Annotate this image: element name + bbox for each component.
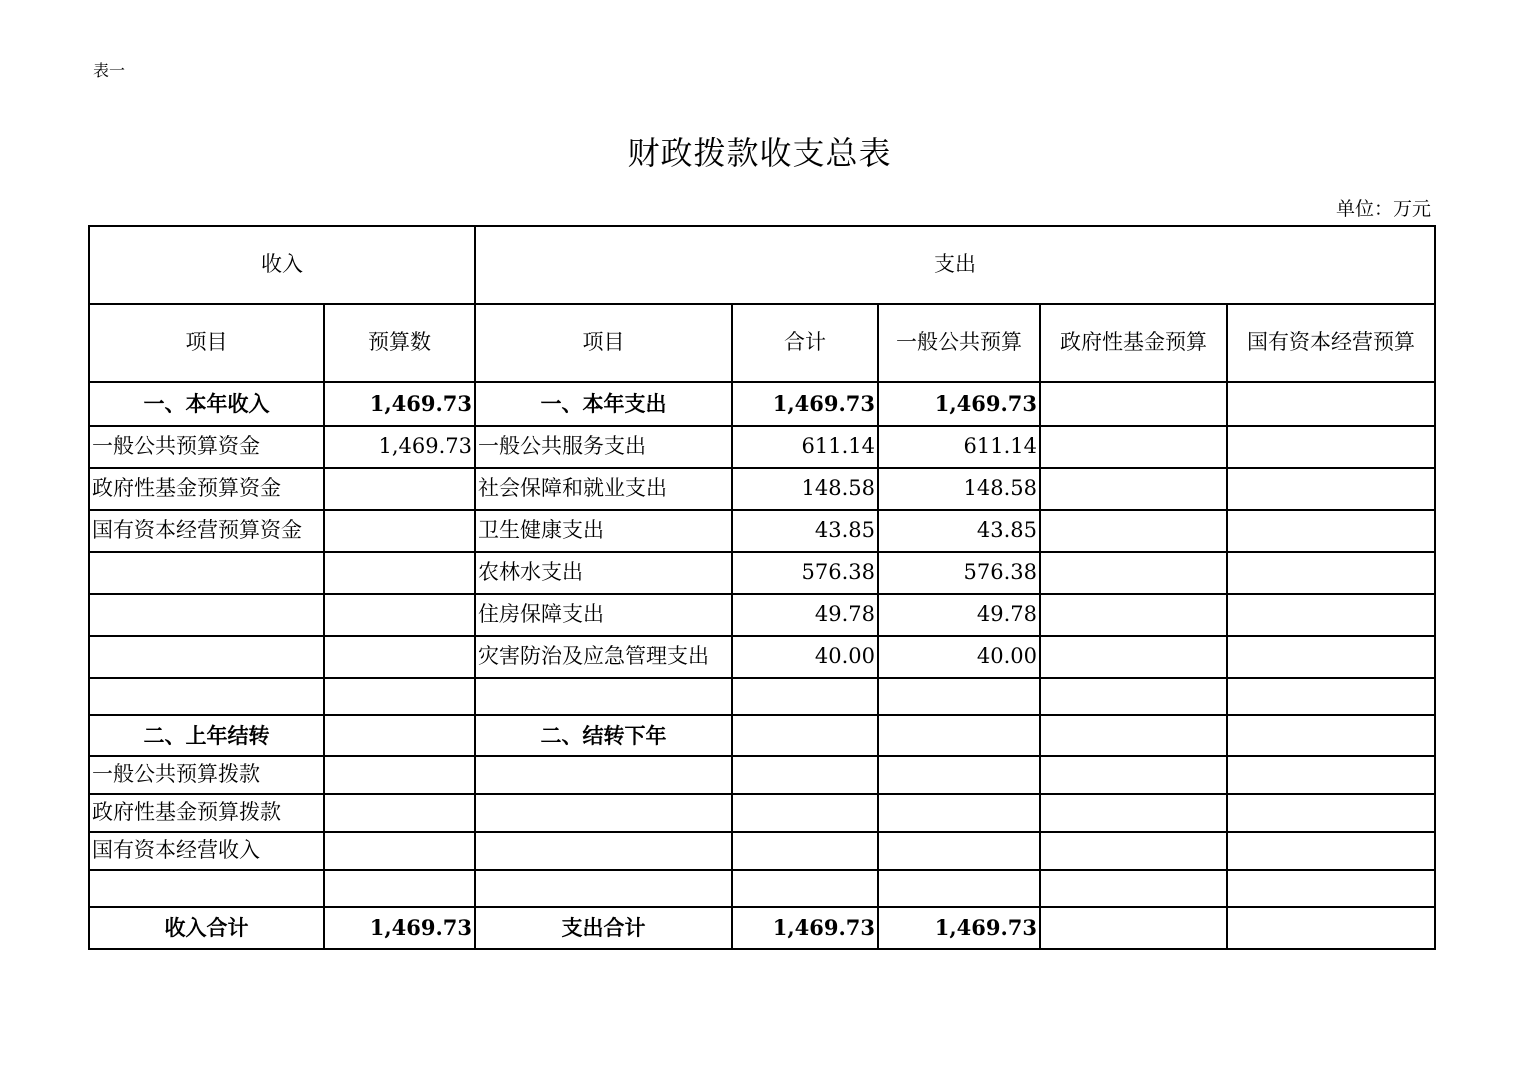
- gov-fund-cell: [1040, 594, 1227, 636]
- general-budget-cell: [878, 756, 1040, 794]
- state-capital-cell: [1227, 715, 1435, 756]
- state-capital-cell: [1227, 832, 1435, 870]
- state-capital-cell: [1227, 468, 1435, 510]
- expense-item-cell: [475, 678, 732, 715]
- total-cell: [732, 678, 878, 715]
- total-cell: 148.58: [732, 468, 878, 510]
- total-cell: [732, 870, 878, 907]
- total-cell: 49.78: [732, 594, 878, 636]
- gov-fund-cell: [1040, 510, 1227, 552]
- income-item-cell: 二、上年结转: [89, 715, 324, 756]
- income-value-cell: [324, 870, 475, 907]
- expense-item-cell: 农林水支出: [475, 552, 732, 594]
- expense-item-cell: 住房保障支出: [475, 594, 732, 636]
- income-item-cell: 一、本年收入: [89, 382, 324, 426]
- general-budget-cell: [878, 870, 1040, 907]
- gov-fund-cell: [1040, 468, 1227, 510]
- gov-fund-cell: [1040, 832, 1227, 870]
- table-row: [89, 794, 1435, 832]
- table-row: [89, 756, 1435, 794]
- income-item-cell: [89, 594, 324, 636]
- expense-item-cell: 二、结转下年: [475, 715, 732, 756]
- gov-fund-cell: [1040, 794, 1227, 832]
- table-row: [89, 636, 1435, 678]
- income-item-cell: [89, 870, 324, 907]
- gov-fund-cell: [1040, 382, 1227, 426]
- unit-label: 单位：万元: [1335, 198, 1431, 220]
- income-item-cell: 政府性基金预算拨款: [89, 794, 324, 832]
- income-value-cell: 1,469.73: [324, 382, 475, 426]
- budget-table: [88, 225, 1436, 950]
- total-cell: [732, 794, 878, 832]
- expense-item-cell: 一般公共服务支出: [475, 426, 732, 468]
- state-capital-cell: [1227, 426, 1435, 468]
- expense-item-cell: 卫生健康支出: [475, 510, 732, 552]
- total-cell: 40.00: [732, 636, 878, 678]
- gov-fund-header: 政府性基金预算: [1040, 304, 1227, 382]
- income-value-cell: [324, 715, 475, 756]
- state-capital-cell: [1227, 756, 1435, 794]
- table-number: 表一: [93, 61, 126, 80]
- table-row: [89, 382, 1435, 426]
- table-row: [89, 870, 1435, 907]
- general-budget-cell: [878, 678, 1040, 715]
- general-budget-cell: [878, 794, 1040, 832]
- income-item-cell: 国有资本经营收入: [89, 832, 324, 870]
- income-value-cell: [324, 636, 475, 678]
- income-value-cell: [324, 468, 475, 510]
- general-budget-cell: 1,469.73: [878, 907, 1040, 949]
- expense-item-header: 项目: [475, 304, 732, 382]
- gov-fund-cell: [1040, 756, 1227, 794]
- total-cell: 611.14: [732, 426, 878, 468]
- income-value-cell: [324, 594, 475, 636]
- state-capital-header: 国有资本经营预算: [1227, 304, 1435, 382]
- state-capital-cell: [1227, 907, 1435, 949]
- table-row: [89, 678, 1435, 715]
- income-item-cell: [89, 678, 324, 715]
- expense-header: 支出: [475, 226, 1435, 304]
- general-budget-cell: 40.00: [878, 636, 1040, 678]
- gov-fund-cell: [1040, 907, 1227, 949]
- income-value-cell: [324, 794, 475, 832]
- income-budget-header: 预算数: [324, 304, 475, 382]
- income-value-cell: 1,469.73: [324, 426, 475, 468]
- page-title: 财政拨款收支总表: [627, 134, 892, 172]
- gov-fund-cell: [1040, 552, 1227, 594]
- expense-item-cell: [475, 870, 732, 907]
- income-item-header: 项目: [89, 304, 324, 382]
- gov-fund-cell: [1040, 636, 1227, 678]
- total-cell: [732, 756, 878, 794]
- gov-fund-cell: [1040, 870, 1227, 907]
- expense-item-cell: [475, 832, 732, 870]
- expense-item-cell: 灾害防治及应急管理支出: [475, 636, 732, 678]
- expense-item-cell: 社会保障和就业支出: [475, 468, 732, 510]
- income-item-cell: 一般公共预算资金: [89, 426, 324, 468]
- total-cell: [732, 715, 878, 756]
- table-row: [89, 468, 1435, 510]
- expense-item-cell: [475, 756, 732, 794]
- income-value-cell: [324, 552, 475, 594]
- state-capital-cell: [1227, 510, 1435, 552]
- total-cell: 1,469.73: [732, 907, 878, 949]
- state-capital-cell: [1227, 382, 1435, 426]
- income-value-cell: 1,469.73: [324, 907, 475, 949]
- state-capital-cell: [1227, 870, 1435, 907]
- income-value-cell: [324, 756, 475, 794]
- expense-item-cell: [475, 794, 732, 832]
- total-cell: 1,469.73: [732, 382, 878, 426]
- state-capital-cell: [1227, 552, 1435, 594]
- income-item-cell: 政府性基金预算资金: [89, 468, 324, 510]
- total-header: 合计: [732, 304, 878, 382]
- gov-fund-cell: [1040, 678, 1227, 715]
- income-item-cell: 一般公共预算拨款: [89, 756, 324, 794]
- general-budget-cell: 43.85: [878, 510, 1040, 552]
- income-item-cell: [89, 636, 324, 678]
- expense-item-cell: 一、本年支出: [475, 382, 732, 426]
- total-cell: 43.85: [732, 510, 878, 552]
- total-cell: [732, 832, 878, 870]
- table-row: [89, 552, 1435, 594]
- table-row: [89, 426, 1435, 468]
- table-row: [89, 510, 1435, 552]
- table-row: [89, 715, 1435, 756]
- general-budget-header: 一般公共预算: [878, 304, 1040, 382]
- income-item-cell: [89, 552, 324, 594]
- income-value-cell: [324, 510, 475, 552]
- table-row: [89, 594, 1435, 636]
- income-header: 收入: [89, 226, 475, 304]
- income-item-cell: 收入合计: [89, 907, 324, 949]
- state-capital-cell: [1227, 594, 1435, 636]
- general-budget-cell: 148.58: [878, 468, 1040, 510]
- table-row: [89, 832, 1435, 870]
- state-capital-cell: [1227, 794, 1435, 832]
- gov-fund-cell: [1040, 426, 1227, 468]
- total-cell: 576.38: [732, 552, 878, 594]
- general-budget-cell: [878, 832, 1040, 870]
- general-budget-cell: 611.14: [878, 426, 1040, 468]
- general-budget-cell: 1,469.73: [878, 382, 1040, 426]
- income-value-cell: [324, 678, 475, 715]
- state-capital-cell: [1227, 636, 1435, 678]
- table-row: [89, 907, 1435, 949]
- general-budget-cell: 49.78: [878, 594, 1040, 636]
- gov-fund-cell: [1040, 715, 1227, 756]
- general-budget-cell: [878, 715, 1040, 756]
- general-budget-cell: 576.38: [878, 552, 1040, 594]
- state-capital-cell: [1227, 678, 1435, 715]
- expense-item-cell: 支出合计: [475, 907, 732, 949]
- income-value-cell: [324, 832, 475, 870]
- income-item-cell: 国有资本经营预算资金: [89, 510, 324, 552]
